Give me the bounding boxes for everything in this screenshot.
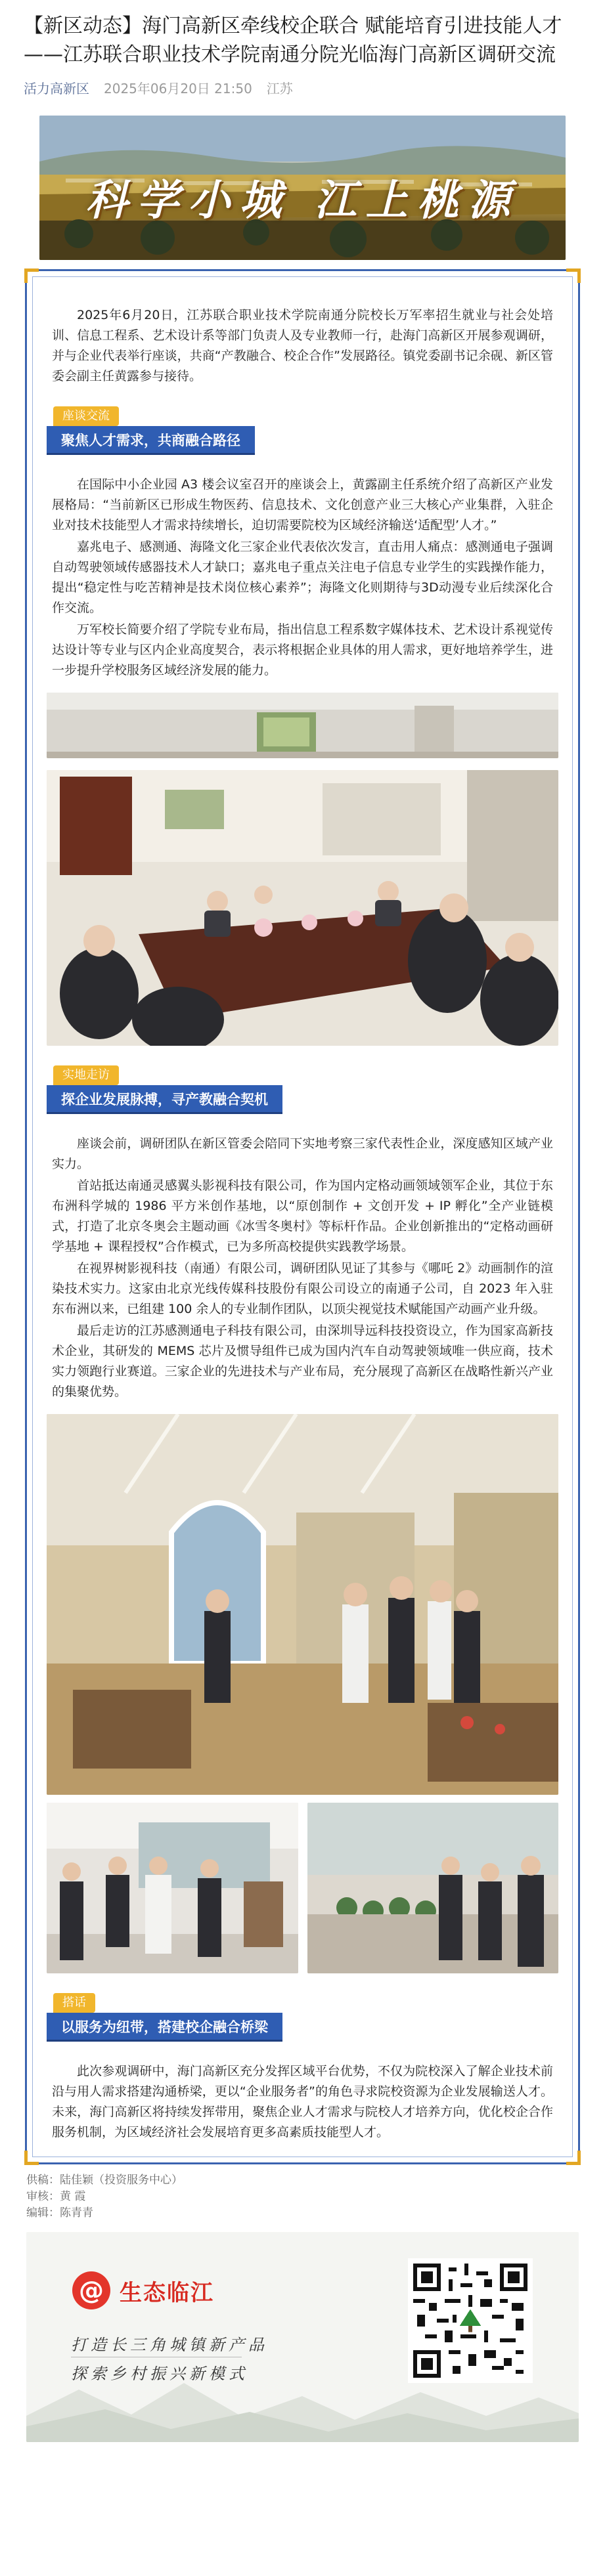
section-tag: 搭话 <box>53 1993 95 2013</box>
at-icon: @ <box>72 2271 110 2309</box>
credits <box>0 2164 605 2222</box>
photo-animation-studio[interactable] <box>47 1414 558 1795</box>
article-title: 【新区动态】海门高新区牵线校企联合 赋能培育引进技能人才——江苏联合职业技术学院南通分院光临海门高新区调研交流 <box>24 14 562 66</box>
publish-datetime: 2025年06月20日 21:50 <box>104 80 252 97</box>
photo-meeting-room[interactable] <box>47 770 558 1046</box>
section-tag: 座谈交流 <box>53 406 119 426</box>
section-tag: 实地走访 <box>53 1065 119 1085</box>
paragraph: 在国际中小企业园 A3 楼会议室召开的座谈会上，黄露副主任系统介绍了高新区产业发展格局：“当前新区已形成生物医药、信息技术、文化创意产业三大核心产业集群，入驻企业对技术技能型人才需求持续增长，迫切需要院校为区域经济输送‘适配型’人才。” <box>52 477 553 532</box>
credit-supply: 供稿：陆佳颖（投资服务中心） <box>26 2174 183 2187</box>
footer-slogan-1: 打造长三角城镇新产品 <box>71 2336 268 2354</box>
banner-slogan: 科学小城 江上桃源 <box>85 176 520 225</box>
section-title: 以服务为纽带，搭建校企融合桥梁 <box>47 2013 282 2042</box>
photo-row <box>47 1803 558 1973</box>
section-title: 聚焦人才需求，共商融合路径 <box>47 426 255 455</box>
section-heading-site-visit <box>47 1065 558 1117</box>
section-title: 探企业发展脉搏，寻产教融合契机 <box>47 1085 282 1114</box>
section-heading-discussion <box>47 406 558 458</box>
qr-code[interactable] <box>408 2258 533 2383</box>
brand-name: 生态临江 <box>120 2279 214 2306</box>
article-meta <box>0 70 605 98</box>
paragraph: 嘉兆电子、感测通、海隆文化三家企业代表依次发言，直击用人痛点：感测通电子强调自动驾驶领域传感器技术人才缺口；嘉兆电子重点关注电子信息专业学生的实践操作能力，提出“稳定性与吃苦精神是技术岗位核心素养”；海隆文化则期待与3D动漫专业后续深化合作交流。 <box>52 540 553 615</box>
paragraph: 在视界树影视科技（南通）有限公司，调研团队见证了其参与《哪吒 2》动画制作的渲染技术实力。这家由北京光线传媒科技股份有限公司设立的南通子公司，自 2023 年入驻东布洲以来，已组建 100 余人的专业制作团队，以顶尖视觉技术赋能国产动画产业升级。 <box>52 1261 553 1316</box>
photo-lobby-visit[interactable] <box>307 1803 559 1973</box>
footer-promo-card <box>26 2232 579 2442</box>
brand-logo <box>72 2271 214 2309</box>
header-banner <box>39 116 566 260</box>
section-heading-service <box>47 1993 558 2044</box>
credit-editor: 编辑：陈青青 <box>26 2206 93 2220</box>
photo-corridor[interactable] <box>47 693 558 758</box>
publish-location: 江苏 <box>266 80 293 97</box>
qr-code-icon <box>413 2264 527 2378</box>
article-frame <box>25 269 580 2164</box>
photo-exhibition-hall[interactable] <box>47 1803 298 1973</box>
qr-center-logo <box>457 2307 484 2334</box>
paragraph: 此次参观调研中，海门高新区充分发挥区域平台优势，不仅为院校深入了解企业技术前沿与用人需求搭建沟通桥梁，更以“企业服务者”的角色寻求院校资源为企业发展输送人才。未来，海门高新区将持续发挥带用，聚焦企业人才需求与院校人才培养方向，优化校企合作服务机制，为区域经济社会发展培育更多高素质技能型人才。 <box>52 2064 553 2139</box>
paragraph: 座谈会前，调研团队在新区管委会陪同下实地考察三家代表性企业，深度感知区域产业实力。 <box>52 1136 553 1171</box>
paragraph: 万军校长简要介绍了学院专业布局，指出信息工程系数字媒体技术、艺术设计系视觉传达设计等专业与区内企业高度契合，表示将根据企业具体的用人需求，更好地培养学生，进一步提升学校服务区域经济发展的能力。 <box>52 622 553 677</box>
footer-slogan-2: 探索乡村振兴新模式 <box>71 2365 248 2383</box>
intro-paragraph: 2025年6月20日，江苏联合职业技术学院南通分院校长万军率招生就业与社会处培训、信息工程系、艺术设计系等部门负责人及专业教师一行，赴海门高新区开展参观调研，并与企业代表举行座谈，共商“产教融合、校企合作”发展路径。镇党委副书记余砚、新区管委会副主任黄露参与接待。 <box>52 308 553 383</box>
paragraph: 首站抵达南通灵感翼头影视科技有限公司，作为国内定格动画领域领军企业，其位于东布洲科学城的 1986 平方米创作基地，以“原创制作 + 文创开发 + IP 孵化”全产业链模式，打造了北京冬奥会主题动画《冰雪冬奥村》等标杆作品。企业创新推出的“定格动画研学基地 + 课程授权”合作模式，已为多所高校提供实践教学场景。 <box>52 1178 553 1254</box>
account-name-link[interactable]: 活力高新区 <box>24 80 89 97</box>
credit-review: 审核：黄 霞 <box>26 2190 86 2203</box>
paragraph: 最后走访的江苏感测通电子科技有限公司，由深圳导远科技投资设立，作为国家高新技术企业，其研发的 MEMS 芯片及惯导组件已成为国内汽车自动驾驶领域唯一供应商，技术实力领跑行业赛道。三家企业的先进技术与产业布局，充分展现了高新区在战略性新兴产业的集聚优势。 <box>52 1323 553 1399</box>
